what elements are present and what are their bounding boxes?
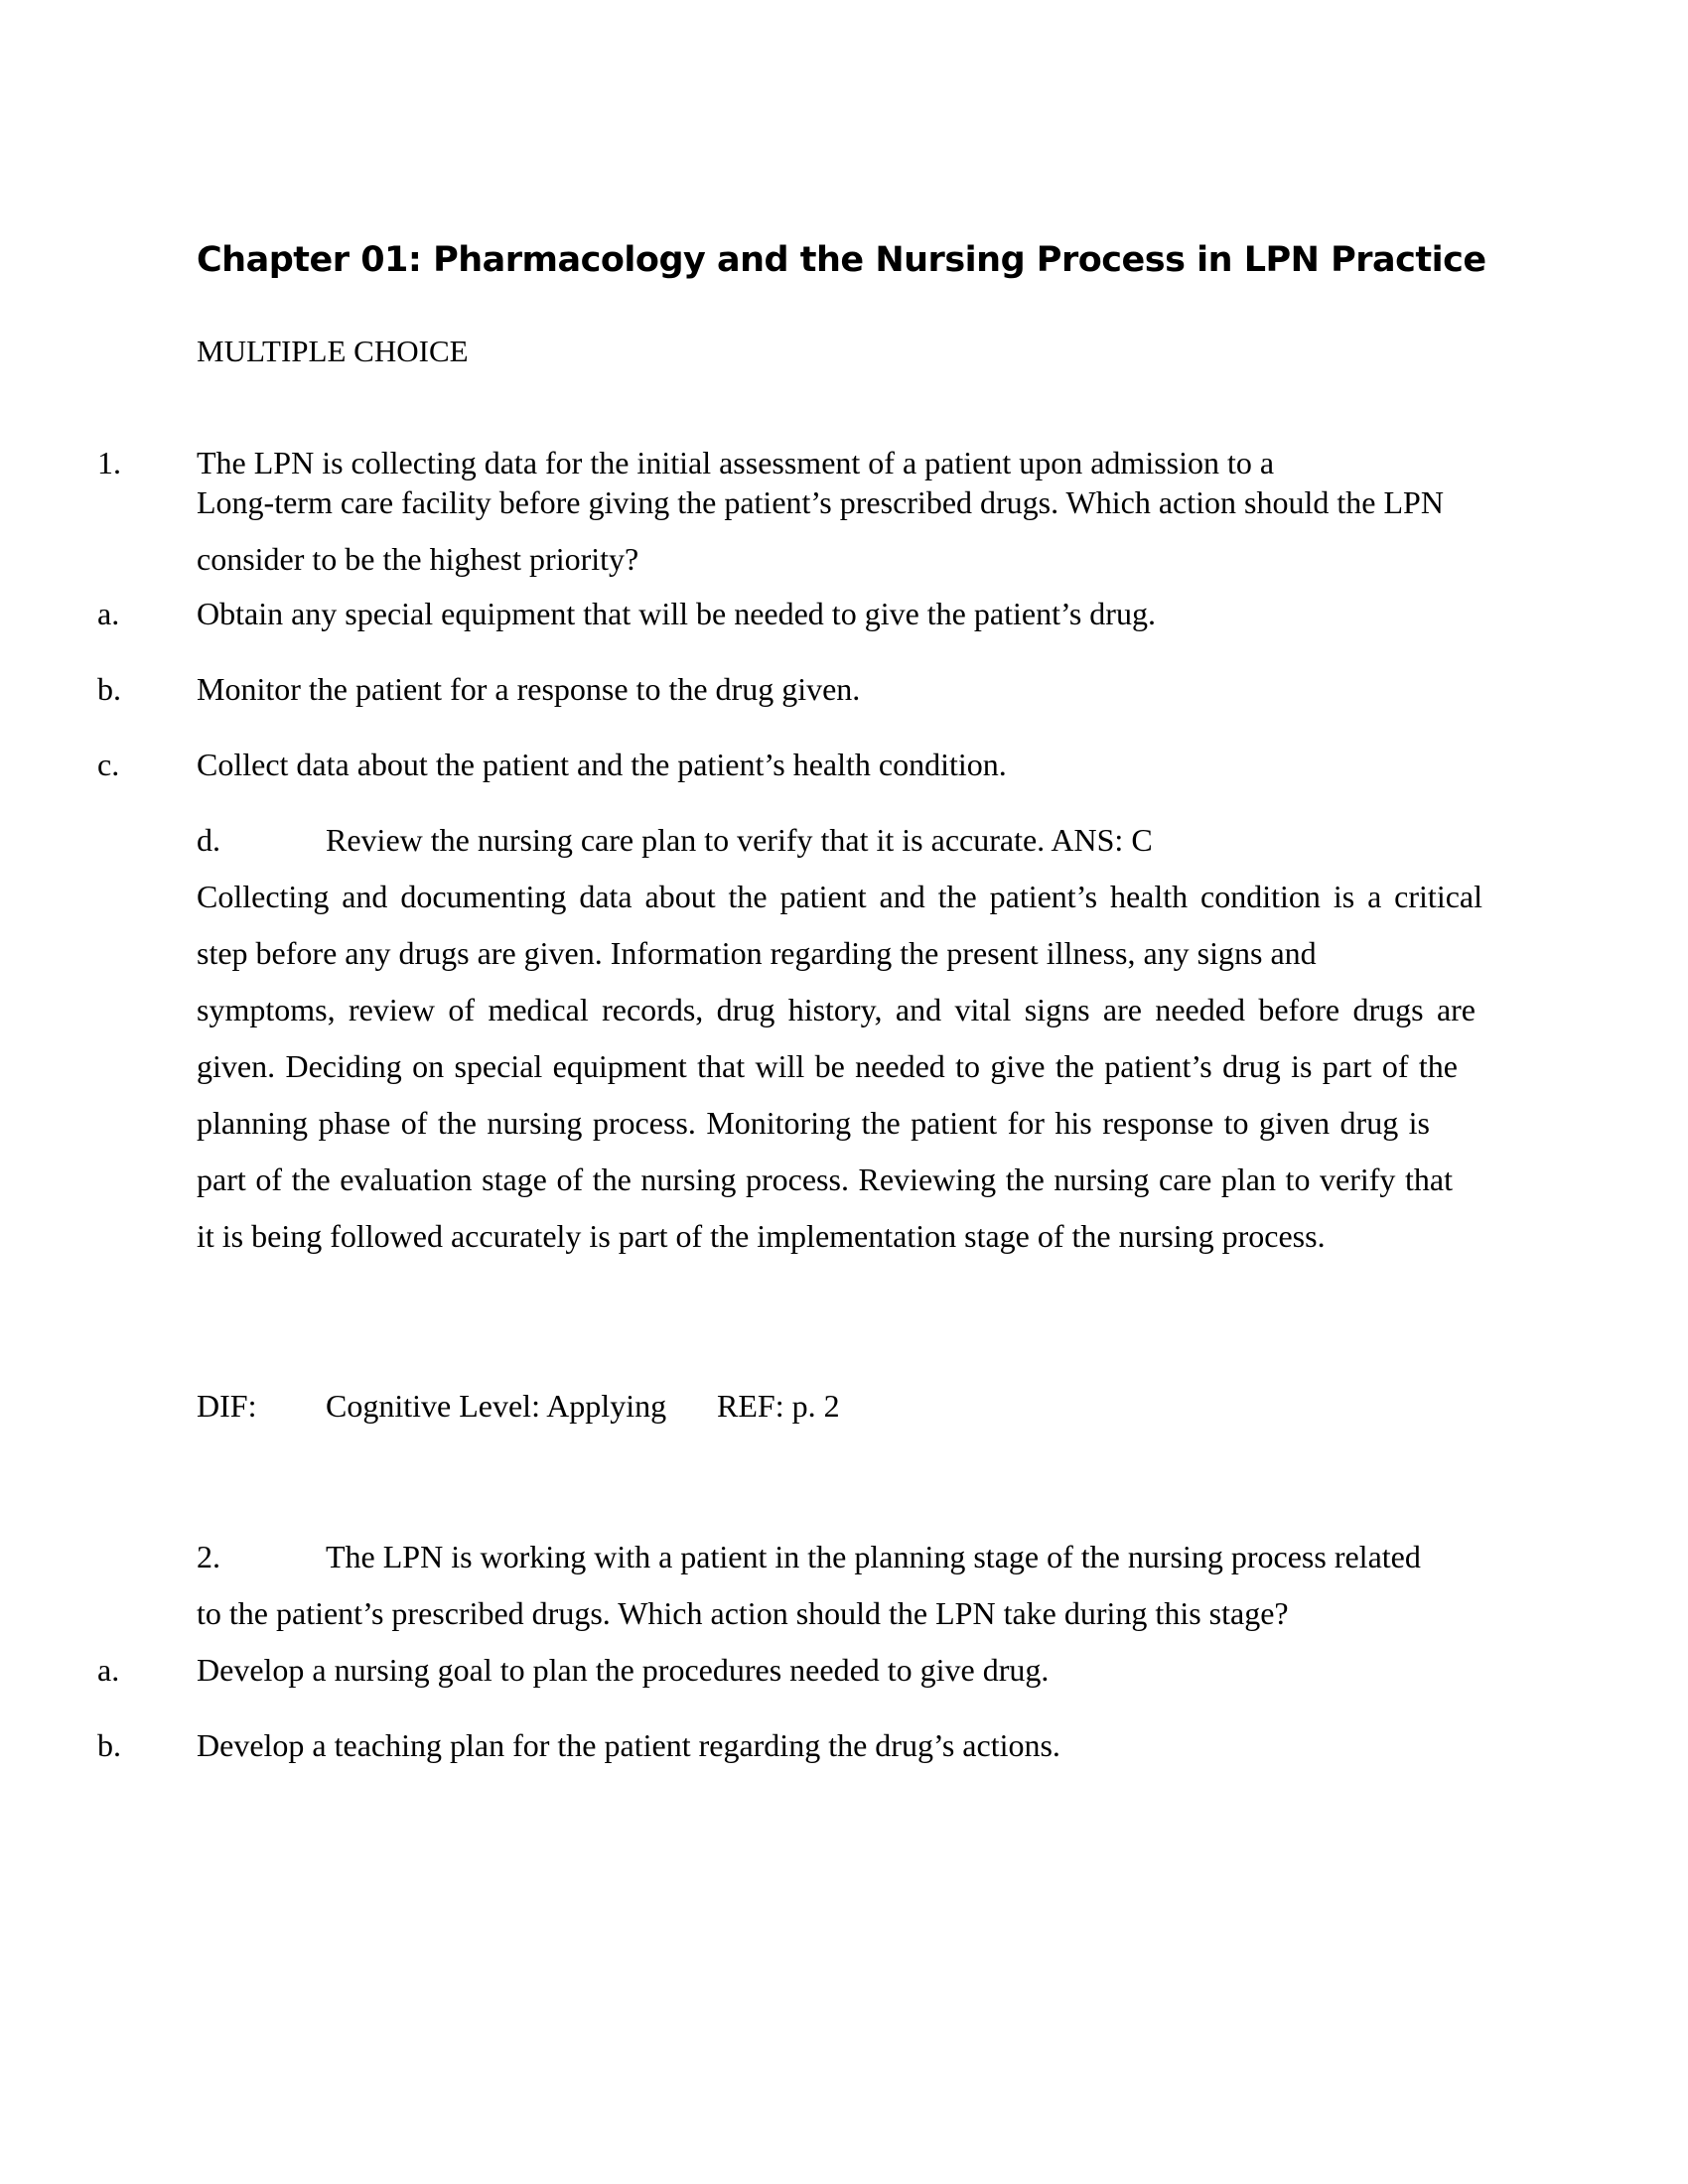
question-stem-line: The LPN is working with a patient in the planning stage of the nursing process related bbox=[326, 1539, 1421, 1574]
rationale-line: part of the evaluation stage of the nursing process. Reviewing the nursing care plan to verify that bbox=[197, 1161, 1453, 1197]
rationale-line: planning phase of the nursing process. Monitoring the patient for his response to given drug is bbox=[197, 1105, 1430, 1141]
rationale-line: symptoms, review of medical records, drug history, and vital signs are needed before drugs are bbox=[197, 992, 1476, 1027]
question-number: 1. bbox=[97, 445, 121, 480]
section-heading: MULTIPLE CHOICE bbox=[197, 334, 469, 368]
question-stem-line: to the patient’s prescribed drugs. Which action should the LPN take during this stage? bbox=[197, 1595, 1289, 1631]
question-stem-line: consider to be the highest priority? bbox=[197, 541, 639, 577]
option-letter: b. bbox=[97, 671, 121, 707]
option-letter: a. bbox=[97, 1652, 120, 1688]
page-title: Chapter 01: Pharmacology and the Nursing Process in LPN Practice bbox=[197, 240, 1486, 280]
option-letter: b. bbox=[97, 1727, 121, 1763]
option-text: Collect data about the patient and the patient’s health condition. bbox=[197, 747, 1007, 782]
option-text: Review the nursing care plan to verify that it is accurate. ANS: C bbox=[326, 822, 1153, 858]
rationale-line: it is being followed accurately is part of the implementation stage of the nursing process. bbox=[197, 1218, 1326, 1254]
rationale-line: Collecting and documenting data about the patient and the patient’s health condition is a critical bbox=[197, 879, 1482, 914]
option-text: Develop a teaching plan for the patient regarding the drug’s actions. bbox=[197, 1727, 1060, 1763]
question-stem-line: The LPN is collecting data for the initial assessment of a patient upon admission to a bbox=[197, 445, 1275, 480]
rationale-line: given. Deciding on special equipment that will be needed to give the patient’s drug is part of the bbox=[197, 1048, 1458, 1084]
difficulty-value: Cognitive Level: Applying bbox=[326, 1388, 667, 1424]
difficulty-label: DIF: bbox=[197, 1388, 257, 1424]
question-stem-line: Long-term care facility before giving the patient’s prescribed drugs. Which action should the LPN bbox=[197, 484, 1444, 520]
question-number: 2. bbox=[197, 1539, 220, 1574]
option-text: Obtain any special equipment that will be needed to give the patient’s drug. bbox=[197, 596, 1156, 631]
page-reference: REF: p. 2 bbox=[717, 1388, 840, 1424]
option-letter: c. bbox=[97, 747, 120, 782]
option-text: Develop a nursing goal to plan the procedures needed to give drug. bbox=[197, 1652, 1050, 1688]
option-letter: d. bbox=[197, 822, 220, 858]
option-letter: a. bbox=[97, 596, 120, 631]
rationale-line: step before any drugs are given. Information regarding the present illness, any signs and bbox=[197, 935, 1317, 971]
option-text: Monitor the patient for a response to the drug given. bbox=[197, 671, 861, 707]
